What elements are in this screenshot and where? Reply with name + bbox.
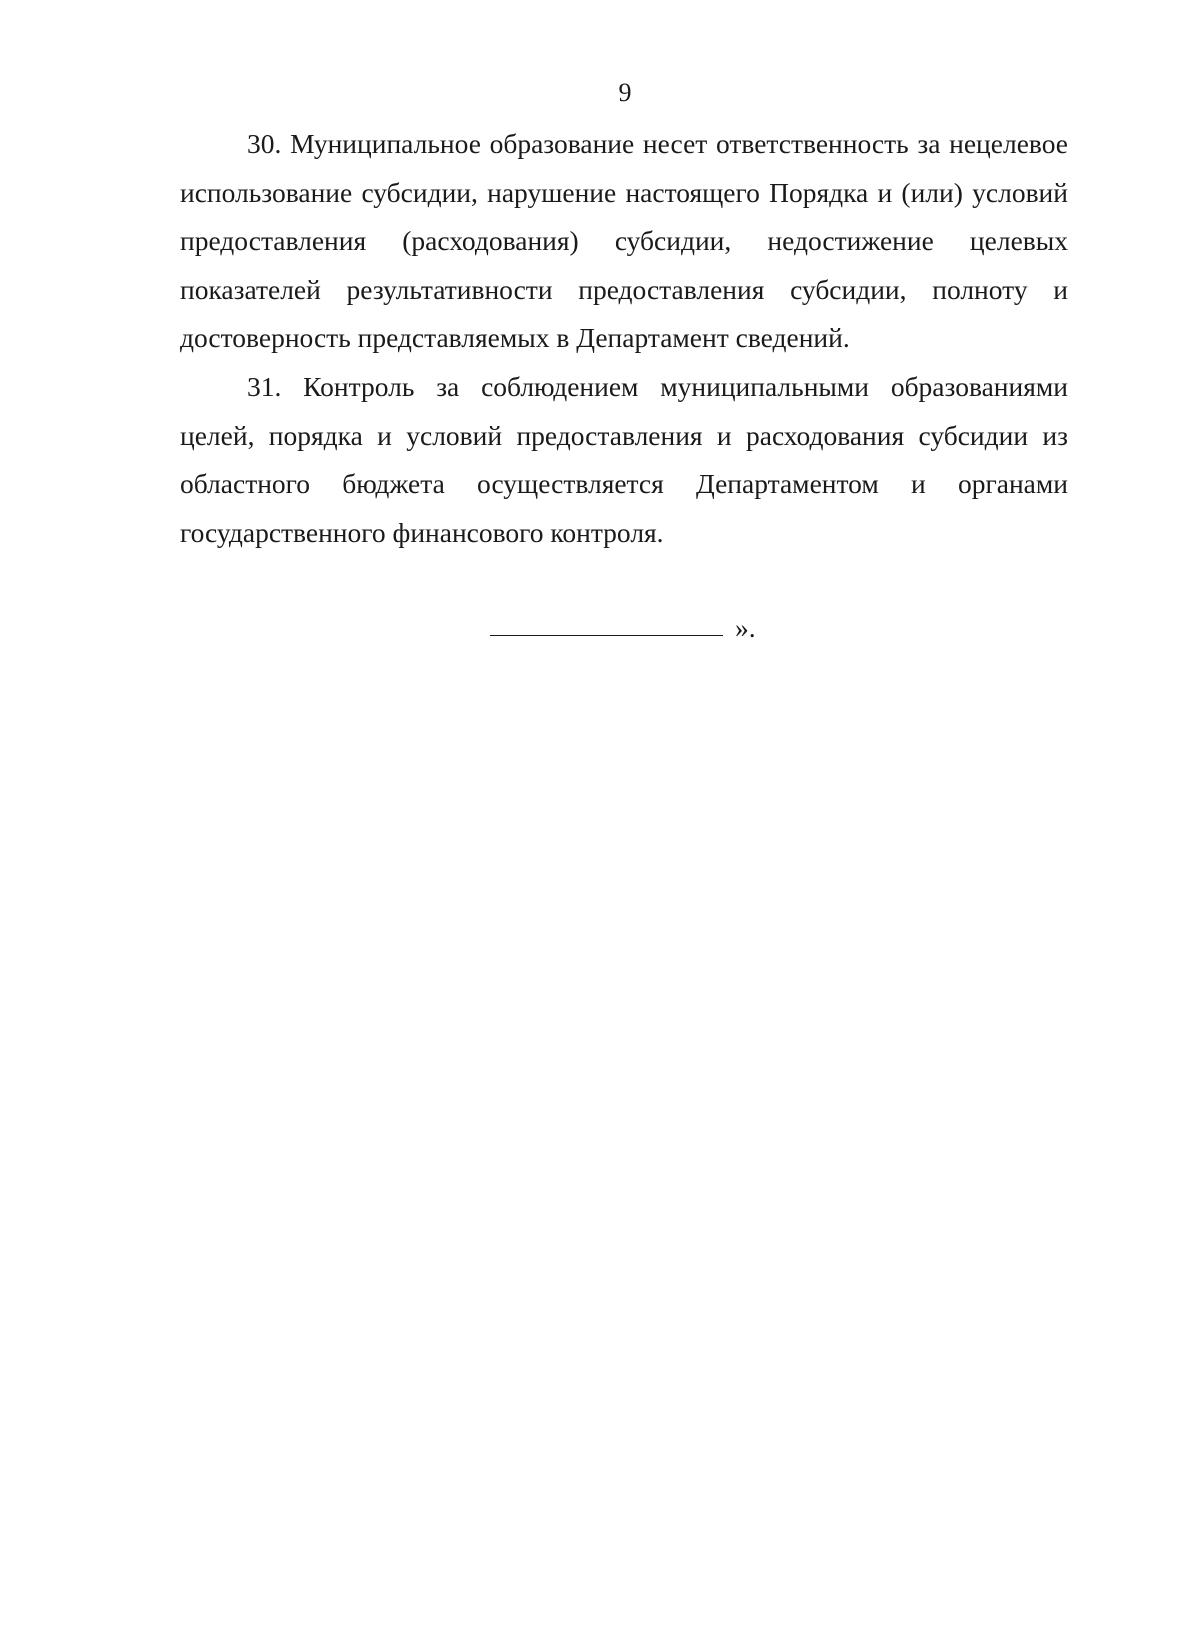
closing-quote: ». xyxy=(735,612,756,643)
document-body xyxy=(180,120,1068,557)
page-number: 9 xyxy=(618,78,632,107)
closing-mark xyxy=(490,608,790,648)
closing-rule xyxy=(490,635,723,636)
paragraph-30: 30. Муниципальное образование несет ответственность за нецелевое использование субсидии, нарушение настоящего Порядка и (или) условий предоставления (расходования) субсидии, недостижение целевых показателей результативности предоставления субсидии, полноту и достоверность представляемых в Департамент сведений. xyxy=(180,128,1068,354)
paragraph-31: 31. Контроль за соблюдением муниципальными образованиями целей, порядка и условий предоставления и расходования субсидии из областного бюджета осуществляется Департаментом и органами государственного финансового контроля. xyxy=(180,370,1068,548)
